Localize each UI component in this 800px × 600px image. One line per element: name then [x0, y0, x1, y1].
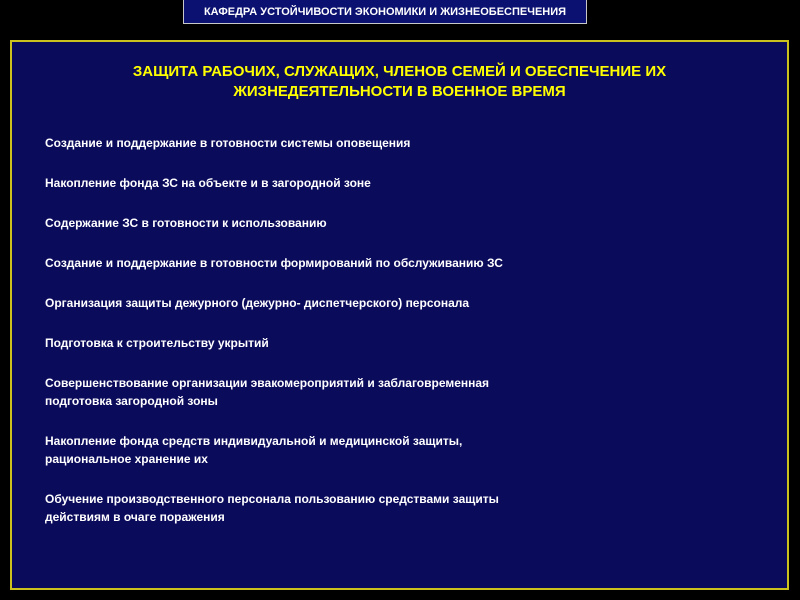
list-item-text: подготовка загородной зоны: [45, 394, 218, 408]
list-item-text: Содержание ЗС в готовности к использованию: [45, 216, 327, 230]
list-item: [45, 334, 765, 352]
slide-title-line-2: ЖИЗНЕДЕЯТЕЛЬНОСТИ В ВОЕННОЕ ВРЕМЯ: [233, 83, 566, 100]
list-item-text: Накопление фонда средств индивидуальной и медицинской защиты,: [45, 434, 463, 448]
list-item: [45, 174, 765, 192]
slide-title-line-1: ЗАЩИТА РАБОЧИХ, СЛУЖАЩИХ, ЧЛЕНОВ СЕМЕЙ И ОБЕСПЕЧЕНИЕ ИХ: [132, 63, 667, 80]
slide-title: [12, 62, 787, 102]
slide-panel: [10, 40, 789, 590]
list-item-text: действиям в очаге поражения: [45, 510, 225, 524]
list-item-text: Подготовка к строительству укрытий: [45, 336, 269, 350]
list-item-text: Совершенствование организации эвакомероприятий и заблаговременная: [45, 376, 490, 390]
list-item-text: Создание и поддержание в готовности системы оповещения: [45, 136, 411, 150]
list-item-text: Накопление фонда ЗС на объекте и в загородной зоне: [45, 176, 371, 190]
list-item: [45, 294, 765, 312]
list-item: [45, 432, 765, 468]
list-item-text: рациональное хранение их: [45, 452, 208, 466]
list-item-text: Создание и поддержание в готовности формирований по обслуживанию ЗС: [45, 256, 503, 270]
list-item: [45, 490, 765, 526]
department-title: КАФЕДРА УСТОЙЧИВОСТИ ЭКОНОМИКИ И ЖИЗНЕОБЕСПЕЧЕНИЯ: [203, 5, 567, 18]
measures-list: [45, 134, 765, 548]
header-bar: [183, 0, 587, 24]
list-item-text: Организация защиты дежурного (дежурно- диспетчерского) персонала: [45, 296, 470, 310]
list-item: [45, 214, 765, 232]
list-item: [45, 134, 765, 152]
list-item-text: Обучение производственного персонала пользованию средствами защиты: [45, 492, 499, 506]
list-item: [45, 254, 765, 272]
list-item: [45, 374, 765, 410]
